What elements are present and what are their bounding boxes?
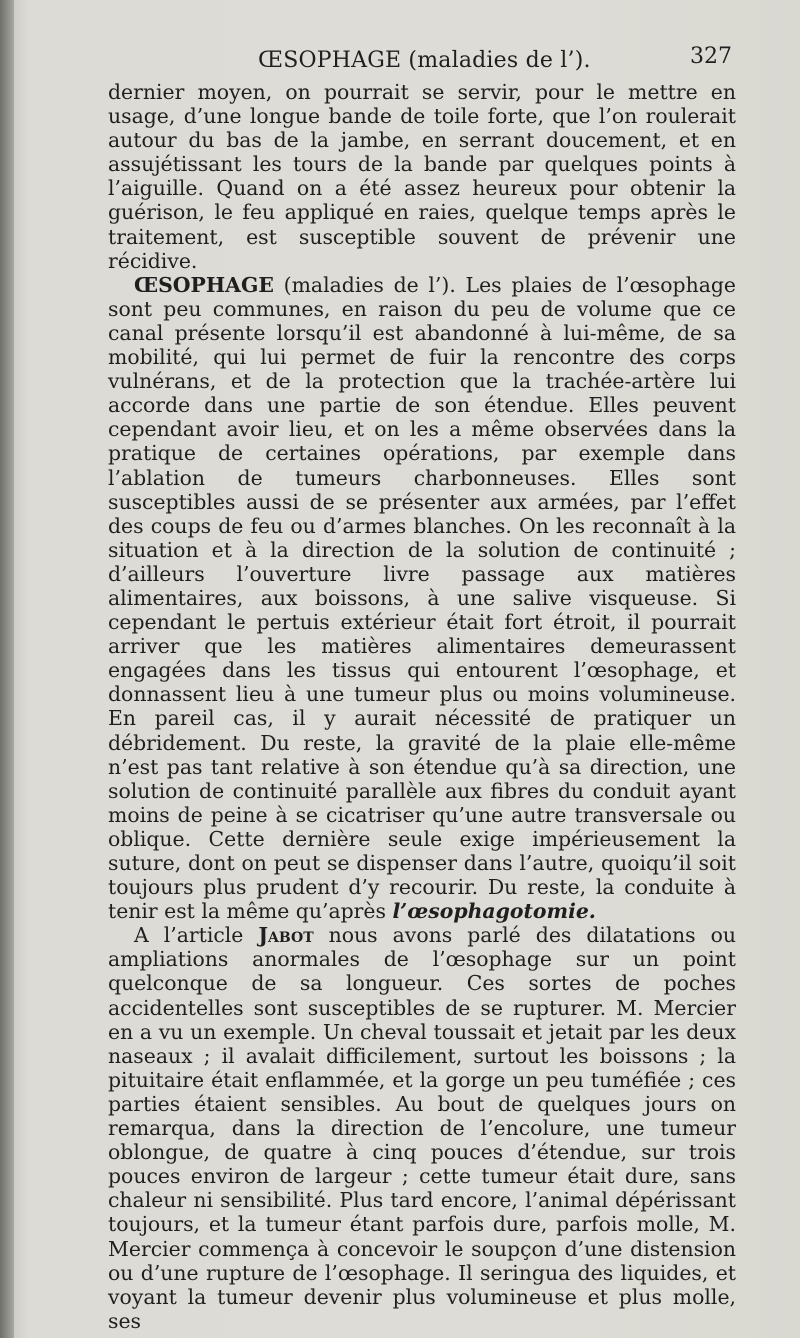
paragraph-1 [108, 80, 736, 273]
paragraph-3-text: nous avons parlé des dilatations ou ampliations anormales de l’œsophage sur un point quelconque de sa longueur. Ces sortes de poches accidentelles sont susceptibles de se rupturer. M. Mercier en a vu un exemple. Un cheval toussait et jetait par les deux naseaux ; il avalait difficilement, surtout les boissons ; la pituitaire était enflammée, et la gorge un peu tuméfiée ; ces parties étaient sensibles. Au bout de quelques jours on remarqua, dans la direction de l’encolure, une tumeur oblongue, de quatre à cinq pouces d’étendue, sur trois pouces environ de largeur ; cette tumeur était dure, sans chaleur ni sensibilité. Plus tard encore, l’animal dépérissant toujours, et la tumeur étant parfois dure, parfois molle, M. Mercier commença à concevoir le soupçon d’une distension ou d’une rupture de l’œsophage. Il seringua des liquides, et voyant la tumeur devenir plus volumineuse et plus molle, ses [108, 923, 736, 1333]
running-title: ŒSOPHAGE (maladies de l’). [258, 48, 591, 73]
paragraph-2-text: (maladies de l’). Les plaies de l’œsophage sont peu communes, en raison du peu de volume que ce canal présente lorsqu’il est abandonné à lui-même, de sa mobilité, qui lui permet de fuir la rencontre des corps vulnérans, et de la protection que la trachée-artère lui accorde dans une partie de son étendue. Elles peuvent cependant avoir lieu, et on les a même observées dans la pratique de certaines opérations, par exemple dans l’ablation de tumeurs charbonneuses. Elles sont susceptibles aussi de se présenter aux armées, par l’effet des coups de feu ou d’armes blanches. On les reconnaît à la situation et à la direction de la solution de continuité ; d’ailleurs l’ouverture livre passage aux matières alimentaires, aux boissons, à une salive visqueuse. Si cependant le pertuis extérieur était fort étroit, il pourrait arriver que les matières alimentaires demeurassent engagées dans les tissus qui entourent l’œsophage, et donnassent lieu à une tumeur plus ou moins volumineuse. En pareil cas, il y aurait nécessité de pratiquer un débridement. Du reste, la gravité de la plaie elle-même n’est pas tant relative à son étendue qu’à sa direction, une solution de continuité parallèle aux fibres du conduit ayant moins de peine à se cicatriser qu’une autre transversale ou oblique. Cette dernière seule exige impérieusement la suture, dont on peut se dispenser dans l’autre, quoiqu’il soit toujours plus prudent d’y recourir. Du reste, la conduite à tenir est la même qu’après [108, 272, 736, 924]
page-body [108, 80, 736, 1333]
oesophagotomie-reference: l’œsophagotomie. [392, 899, 596, 924]
book-spine-shadow [0, 0, 14, 1338]
paragraph-3 [108, 923, 736, 1333]
entry-heading-oesophage: ŒSOPHAGE [134, 272, 274, 297]
jabot-reference: Jabot [258, 923, 314, 948]
paragraph-2 [108, 273, 736, 924]
paragraph-1-text: dernier moyen, on pourrait se servir, pour le mettre en usage, d’une longue bande de toile forte, que l’on roulerait autour du bas de la jambe, en serrant doucement, et en assujétissant les tours de la bande par quelques points à l’aiguille. Quand on a été assez heureux pour obtenir la guérison, le feu appliqué en raies, quelque temps après le traitement, est susceptible souvent de prévenir une récidive. [108, 80, 736, 273]
page-number: 327 [690, 44, 732, 69]
page-header [100, 44, 740, 80]
paragraph-3-start: A l’article [134, 923, 259, 948]
